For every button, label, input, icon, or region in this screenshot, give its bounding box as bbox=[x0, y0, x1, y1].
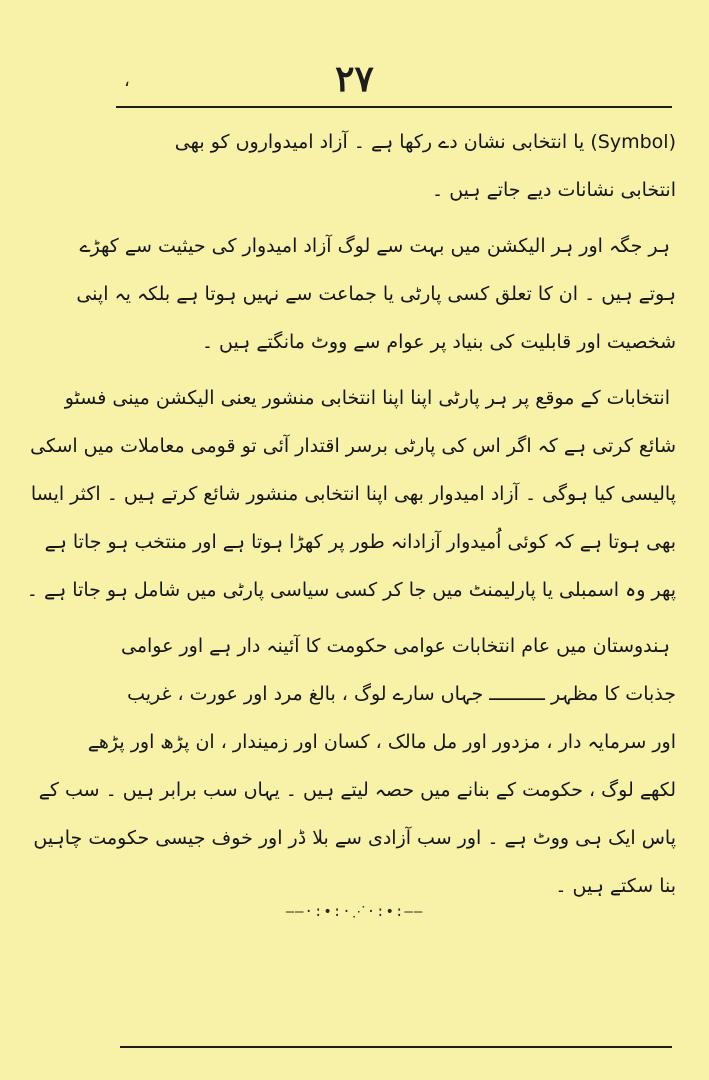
paragraph bbox=[33, 622, 676, 910]
text-line: پالیسی کیا ہوگی ۔ آزاد امیدوار بھی اپنا انتخابی منشور شائع کرتے ہیں ۔ اکثر ایسا bbox=[30, 483, 676, 505]
header-rule bbox=[116, 106, 672, 108]
text-line: ہر جگہ اور ہر الیکشن میں بہت سے لوگ آزاد امیدوار کی حیثیت سے کھڑے bbox=[79, 235, 670, 257]
paragraph bbox=[76, 222, 676, 366]
footer-rule bbox=[120, 1046, 672, 1048]
paragraph bbox=[26, 374, 676, 614]
text-line: انتخابات کے موقع پر ہر پارٹی اپنا اپنا انتخابی منشور یعنی الیکشن مینی فسٹو bbox=[64, 387, 670, 409]
text-line: شخصیت اور قابلیت کی بنیاد پر عوام سے ووٹ مانگتے ہیں ۔ bbox=[201, 331, 676, 353]
text-line: (Symbol) یا انتخابی نشان دے رکھا ہے ۔ آزاد امیدواروں کو بھی bbox=[174, 131, 676, 153]
text-line: بھی ہوتا ہے کہ کوئی اُمیدوار آزادانہ طور پر کھڑا ہوتا ہے اور منتخب ہو جاتا ہے bbox=[44, 531, 676, 553]
text-line: جذبات کا مظہر ــــــــــ جہاں سارے لوگ ، بالغ مرد اور عورت ، غریب bbox=[127, 683, 676, 705]
text-line: لکھے لوگ ، حکومت کے بنانے میں حصہ لیتے ہیں ۔ یہاں سب برابر ہیں ۔ سب کے bbox=[38, 779, 676, 801]
text-line: انتخابی نشانات دیے جاتے ہیں ۔ bbox=[432, 179, 676, 201]
text-line: بنا سکتے ہیں ۔ bbox=[555, 875, 676, 897]
page-number: ۲۷ bbox=[335, 58, 374, 100]
text-line: اور سرمایہ دار ، مزدور اور مل مالک ، کسان اور زمیندار ، ان پڑھ اور پڑھے bbox=[87, 731, 676, 753]
margin-mark: ، bbox=[124, 70, 130, 91]
page-body bbox=[26, 118, 676, 918]
paragraph bbox=[116, 118, 676, 214]
text-line: ہوتے ہیں ۔ ان کا تعلق کسی پارٹی یا جماعت سے نہیں ہوتا ہے بلکہ یہ اپنی bbox=[76, 283, 676, 305]
section-end-ornament: ——·:•:·⋰·:•:—— bbox=[285, 904, 424, 920]
text-line: پاس ایک ہی ووٹ ہے ۔ اور سب آزادی سے بلا ڈر اور خوف جیسی حکومت چاہیں bbox=[33, 827, 676, 849]
text-line: ہندوستان میں عام انتخابات عوامی حکومت کا آئینہ دار ہے اور عوامی bbox=[120, 635, 670, 657]
text-line: شائع کرتی ہے کہ اگر اس کی پارٹی برسر اقتدار آئی تو قومی معاملات میں اسکی bbox=[30, 435, 676, 457]
text-line: پھر وہ اسمبلی یا پارلیمنٹ میں جا کر کسی سیاسی پارٹی میں شامل ہو جاتا ہے ۔ bbox=[26, 579, 676, 601]
